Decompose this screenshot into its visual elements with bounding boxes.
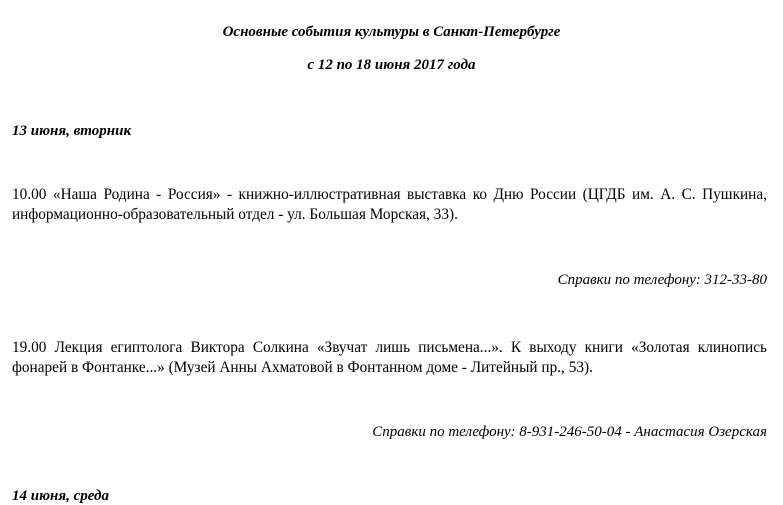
document-period: с 12 по 18 июня 2017 года [307, 57, 476, 73]
day-heading: 14 июня, среда [12, 488, 109, 504]
event-description: 19.00 Лекция египтолога Виктора Солкина «Звучат лишь письмена...». К выходу книги «Золотая клинопись фонарей в Фонтанке...» (Музей Анны Ахматовой в Фонтанном доме - Литейный пр., 53). [12, 339, 767, 376]
day-heading: 13 июня, вторник [12, 123, 132, 139]
document-title: Основные события культуры в Санкт-Петербурге [222, 24, 561, 40]
event-description: 10.00 «Наша Родина - Россия» - книжно-иллюстративная выставка ко Дню России (ЦГДБ им. А. С. Пушкина, информационно-образовательный отдел - ул. Большая Морская, 33). [12, 186, 767, 223]
event-contact: Справки по телефону: 312-33-80 [557, 272, 767, 288]
event-contact: Справки по телефону: 8-931-246-50-04 - Анастасия Озерская [372, 424, 767, 440]
